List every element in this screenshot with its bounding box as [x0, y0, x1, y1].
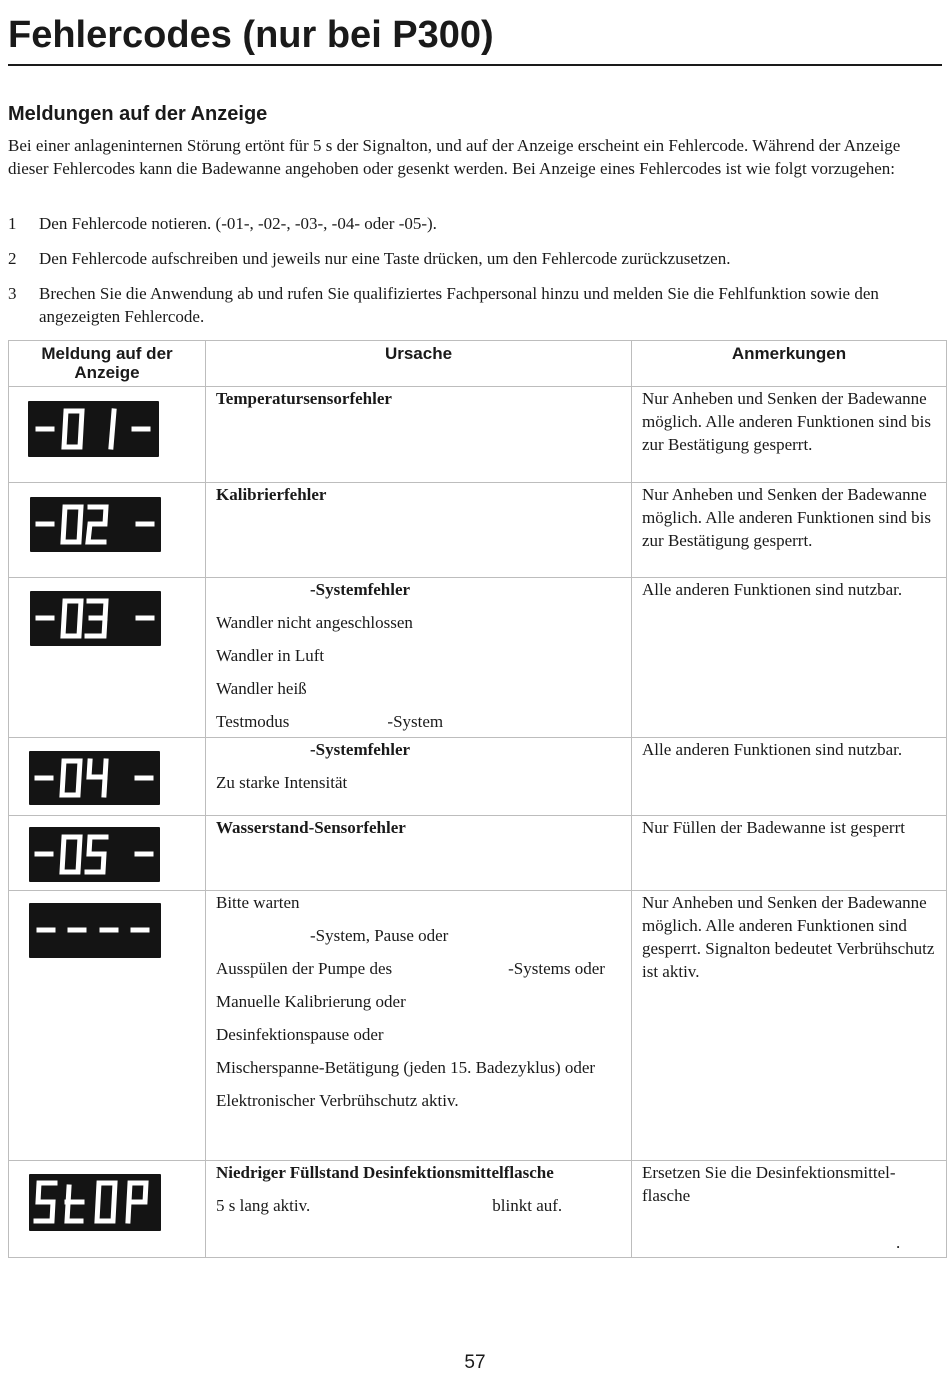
table-row [9, 891, 947, 1161]
display-cell [9, 891, 206, 1161]
cause-line: Zu starke Intensität [216, 773, 348, 792]
table-row [9, 738, 947, 816]
error-code-table [8, 340, 947, 1258]
cause-cell [206, 891, 632, 1161]
cause-line: Elektronischer Verbrühschutz aktiv. [216, 1091, 459, 1110]
section-heading: Meldungen auf der Anzeige [8, 103, 268, 125]
note-text: Nur Anheben und Senken der Badewanne möglich. Alle anderen Funktionen sind bis zur Bestätigung gesperrt. [642, 485, 931, 550]
cause-line: Desinfektionspause oder [216, 1025, 384, 1044]
note-cell [632, 738, 947, 816]
cause-cell [206, 816, 632, 891]
cause-fragment: Ausspülen der Pumpe des [216, 959, 393, 978]
display-cell [9, 1161, 206, 1258]
cause-cell [206, 738, 632, 816]
cause-title: -Systemfehler [310, 580, 411, 599]
cause-fragment: Testmodus [216, 712, 290, 731]
intro-paragraph: Bei einer anlageninternen Störung ertönt für 5 s der Signalton, und auf der Anzeige erscheint ein Fehlercode. Während der Anzeige dieser Fehlercodes kann die Badewanne angehoben oder gesenkt werden. Bei Anzeige eines Fehlercodes ist wie folgt vorzugehen: [8, 136, 901, 178]
page-title: Fehlercodes (nur bei P300) [8, 14, 494, 56]
display-cell [9, 387, 206, 483]
cause-line: Bitte warten [216, 893, 300, 912]
lcd-glyphs [29, 903, 161, 958]
cause-line: Wandler in Luft [216, 646, 325, 665]
step-number: 2 [8, 249, 17, 268]
cause-line: Wandler nicht angeschlossen [216, 613, 413, 632]
cause-cell [206, 1161, 632, 1258]
lcd-glyphs [29, 1174, 161, 1231]
cause-line: Manuelle Kalibrierung oder [216, 992, 406, 1011]
step-text: Brechen Sie die Anwendung ab und rufen Sie qualifiziertes Fachpersonal hinzu und melden Sie die Fehlfunktion sowie den angezeigten Fehlercode. [39, 284, 879, 326]
step-number: 1 [8, 214, 17, 233]
cause-line: -System, Pause oder [310, 926, 449, 945]
note-text: Nur Anheben und Senken der Badewanne möglich. Alle anderen Funktionen sind gesperrt. Signalton bedeutet Verbrühschutz ist aktiv. [642, 893, 935, 981]
table-row [9, 578, 947, 738]
cause-cell [206, 387, 632, 483]
title-divider [8, 64, 942, 66]
note-cell [632, 483, 947, 578]
lcd-glyphs [30, 497, 161, 552]
header-note: Anmerkungen [632, 341, 947, 387]
step-item [8, 247, 943, 270]
step-text: Den Fehlercode aufschreiben und jeweils nur eine Taste drücken, um den Fehlercode zurückzusetzen. [39, 249, 731, 268]
lcd-glyphs [30, 591, 161, 646]
note-text: Alle anderen Funktionen sind nutzbar. [642, 740, 903, 759]
note-cell [632, 387, 947, 483]
display-cell [9, 816, 206, 891]
header-cause: Ursache [206, 341, 632, 387]
table-row [9, 1161, 947, 1258]
cause-cell [206, 578, 632, 738]
note-cell [632, 891, 947, 1161]
header-display: Meldung auf der Anzeige [9, 341, 206, 387]
cause-line [216, 710, 621, 733]
note-tail: . [896, 1233, 901, 1252]
lcd-display-code [29, 1174, 161, 1231]
cause-fragment: -System [387, 712, 444, 731]
display-cell [9, 483, 206, 578]
lcd-display-code [30, 591, 161, 646]
step-item [8, 282, 943, 328]
lcd-display-code [29, 751, 160, 805]
lcd-glyphs [28, 401, 159, 457]
table-header-row [9, 341, 947, 387]
lcd-display-code [28, 401, 159, 457]
note-text: Ersetzen Sie die Desinfektionsmittel-flasche [642, 1163, 896, 1205]
note-cell [632, 578, 947, 738]
display-cell [9, 578, 206, 738]
step-list [8, 212, 943, 340]
note-text: Nur Anheben und Senken der Badewanne möglich. Alle anderen Funktionen sind bis zur Bestätigung gesperrt. [642, 389, 931, 454]
lcd-display-code [30, 497, 161, 552]
note-text: Alle anderen Funktionen sind nutzbar. [642, 580, 903, 599]
cause-title: Kalibrierfehler [216, 485, 327, 504]
step-number: 3 [8, 284, 17, 303]
table-row [9, 483, 947, 578]
cause-fragment: 5 s lang aktiv. [216, 1196, 311, 1215]
cause-line: Mischerspanne-Betätigung (jeden 15. Badezyklus) oder [216, 1058, 596, 1077]
note-text: Nur Füllen der Badewanne ist gesperrt [642, 818, 905, 837]
note-cell [632, 816, 947, 891]
page-number: 57 [464, 1352, 486, 1373]
cause-title: Wasserstand-Sensorfehler [216, 818, 406, 837]
lcd-display-code [29, 903, 161, 958]
cause-fragment: blinkt auf. [492, 1196, 563, 1215]
lcd-glyphs [29, 827, 160, 882]
step-text: Den Fehlercode notieren. (-01-, -02-, -03-, -04- oder -05-). [39, 214, 437, 233]
cause-line: Wandler heiß [216, 679, 307, 698]
table-row [9, 816, 947, 891]
note-cell [632, 1161, 947, 1258]
step-item [8, 212, 943, 235]
cause-title: Niedriger Füllstand Desinfektionsmittelflasche [216, 1163, 554, 1182]
cause-title: Temperatursensorfehler [216, 389, 392, 408]
cause-fragment: -Systems oder [508, 959, 605, 978]
cause-line [216, 957, 621, 980]
cause-cell [206, 483, 632, 578]
cause-line [216, 1194, 621, 1217]
lcd-display-code [29, 827, 160, 882]
cause-title: -Systemfehler [310, 740, 411, 759]
lcd-glyphs [29, 751, 160, 805]
table-row [9, 387, 947, 483]
display-cell [9, 738, 206, 816]
